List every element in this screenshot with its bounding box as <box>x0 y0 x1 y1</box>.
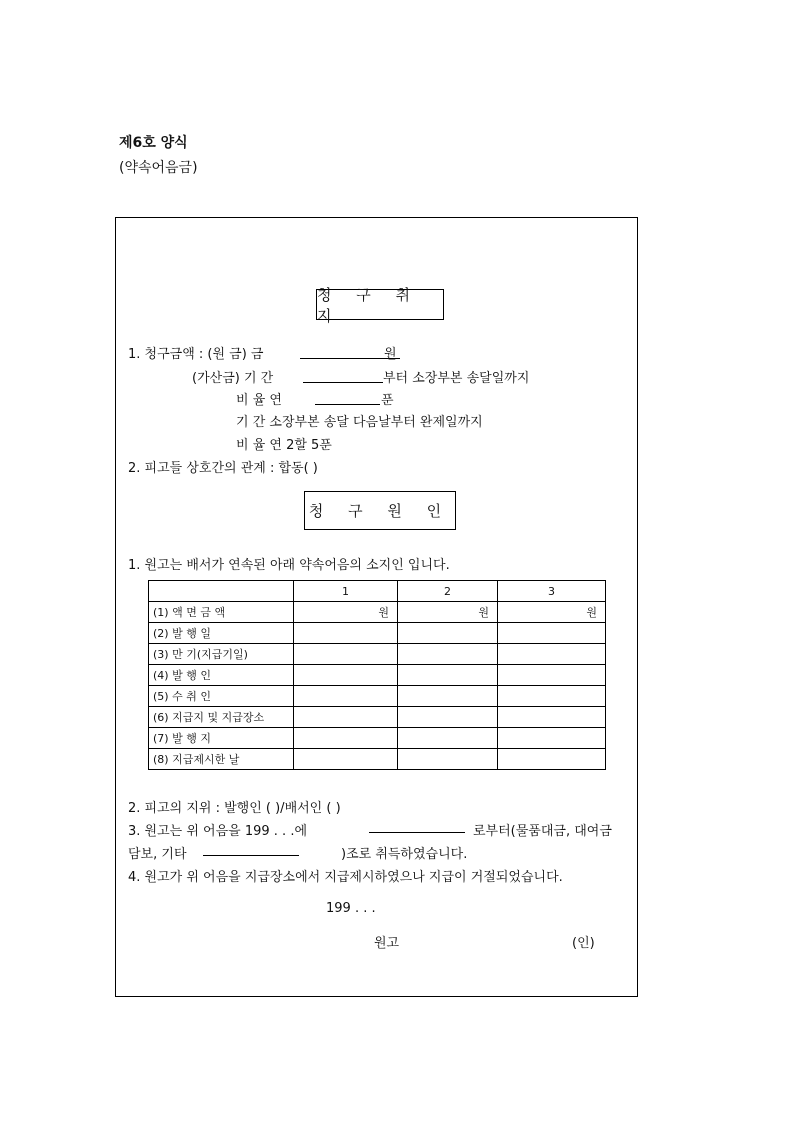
table-cell[interactable] <box>498 686 606 707</box>
interest-rate-unit: 푼 <box>381 393 394 408</box>
row-label: (6) 지급지 및 지급장소 <box>149 707 294 728</box>
cause-item-3a: 3. 원고는 위 어음을 199 . . .에 <box>128 824 308 839</box>
table-header-cell <box>149 581 294 602</box>
row-label: (3) 만 기(지급기일) <box>149 644 294 665</box>
table-cell[interactable] <box>294 644 398 665</box>
claim-cause-heading <box>304 491 456 530</box>
table-cell[interactable] <box>398 728 498 749</box>
table-cell[interactable] <box>294 623 398 644</box>
claim-amount-label: 1. 청구금액 : (원 금) 금 <box>128 347 264 362</box>
table-cell[interactable] <box>398 665 498 686</box>
table-row <box>149 749 606 770</box>
cause-item-2: 2. 피고의 지위 : 발행인 ( )/배서인 ( ) <box>128 801 341 816</box>
table-cell[interactable] <box>398 686 498 707</box>
table-cell[interactable] <box>294 707 398 728</box>
table-cell[interactable] <box>294 686 398 707</box>
table-cell[interactable]: 원 <box>398 602 498 623</box>
table-row <box>149 623 606 644</box>
claim-cause-heading-text: 청 구 원 인 <box>308 502 452 520</box>
cause-item-3d: )조로 취득하였습니다. <box>341 847 468 862</box>
table-row <box>149 665 606 686</box>
form-subtitle: (약속어음금) <box>119 160 198 176</box>
table-row <box>149 602 606 623</box>
interest-start-blank[interactable] <box>303 382 383 383</box>
interest-rate-label: 비 율 연 <box>236 393 282 408</box>
row-label: (1) 액 면 금 액 <box>149 602 294 623</box>
claim-amount-unit: 원 <box>384 347 397 362</box>
claim-purpose-heading <box>316 285 444 325</box>
table-cell[interactable] <box>498 728 606 749</box>
cause-item-3c: 담보, 기타 <box>128 847 187 862</box>
row-label: (4) 발 행 인 <box>149 665 294 686</box>
other-reason-blank[interactable] <box>203 855 299 856</box>
interest-period-label: (가산금) 기 간 <box>192 371 274 386</box>
table-cell[interactable] <box>398 644 498 665</box>
row-label: (8) 지급제시한 날 <box>149 749 294 770</box>
interest-rate-blank[interactable] <box>315 404 380 405</box>
table-cell[interactable] <box>398 749 498 770</box>
defendant-relation: 2. 피고들 상호간의 관계 : 합동( ) <box>128 461 318 476</box>
plaintiff-label: 원고 <box>374 936 400 951</box>
cause-item-1: 1. 원고는 배서가 연속된 아래 약속어음의 소지인 입니다. <box>128 558 450 573</box>
table-cell[interactable] <box>294 665 398 686</box>
table-header-cell: 3 <box>498 581 606 602</box>
table-cell[interactable] <box>398 623 498 644</box>
claim-purpose-heading-text: 청 구 취 지 <box>317 285 421 325</box>
acquired-from-blank[interactable] <box>369 832 465 833</box>
form-title: 제6호 양식 <box>119 135 188 151</box>
statutory-period: 기 간 소장부본 송달 다음날부터 완제일까지 <box>236 415 483 430</box>
table-row <box>149 686 606 707</box>
table-cell[interactable] <box>294 749 398 770</box>
statutory-rate: 비 율 연 2할 5푼 <box>236 438 332 453</box>
table-cell[interactable] <box>498 665 606 686</box>
table-row <box>149 728 606 749</box>
table-header-cell: 1 <box>294 581 398 602</box>
table-header-cell: 2 <box>398 581 498 602</box>
cause-item-3b: 로부터(물품대금, 대여금 <box>473 824 612 839</box>
table-cell[interactable] <box>498 644 606 665</box>
interest-period-suffix: 부터 소장부본 송달일까지 <box>383 371 530 386</box>
promissory-note-table <box>148 580 606 770</box>
table-cell[interactable] <box>498 623 606 644</box>
table-row <box>149 644 606 665</box>
table-header-row <box>149 581 606 602</box>
cause-item-4: 4. 원고가 위 어음을 지급장소에서 지급제시하였으나 지급이 거절되었습니다. <box>128 870 563 885</box>
row-label: (7) 발 행 지 <box>149 728 294 749</box>
table-cell[interactable] <box>398 707 498 728</box>
filing-date: 199 . . . <box>326 901 376 916</box>
table-cell[interactable]: 원 <box>294 602 398 623</box>
table-cell[interactable] <box>498 749 606 770</box>
table-cell[interactable]: 원 <box>498 602 606 623</box>
row-label: (2) 발 행 일 <box>149 623 294 644</box>
table-row <box>149 707 606 728</box>
row-label: (5) 수 취 인 <box>149 686 294 707</box>
table-cell[interactable] <box>294 728 398 749</box>
seal-mark: (인) <box>572 936 595 951</box>
table-cell[interactable] <box>498 707 606 728</box>
